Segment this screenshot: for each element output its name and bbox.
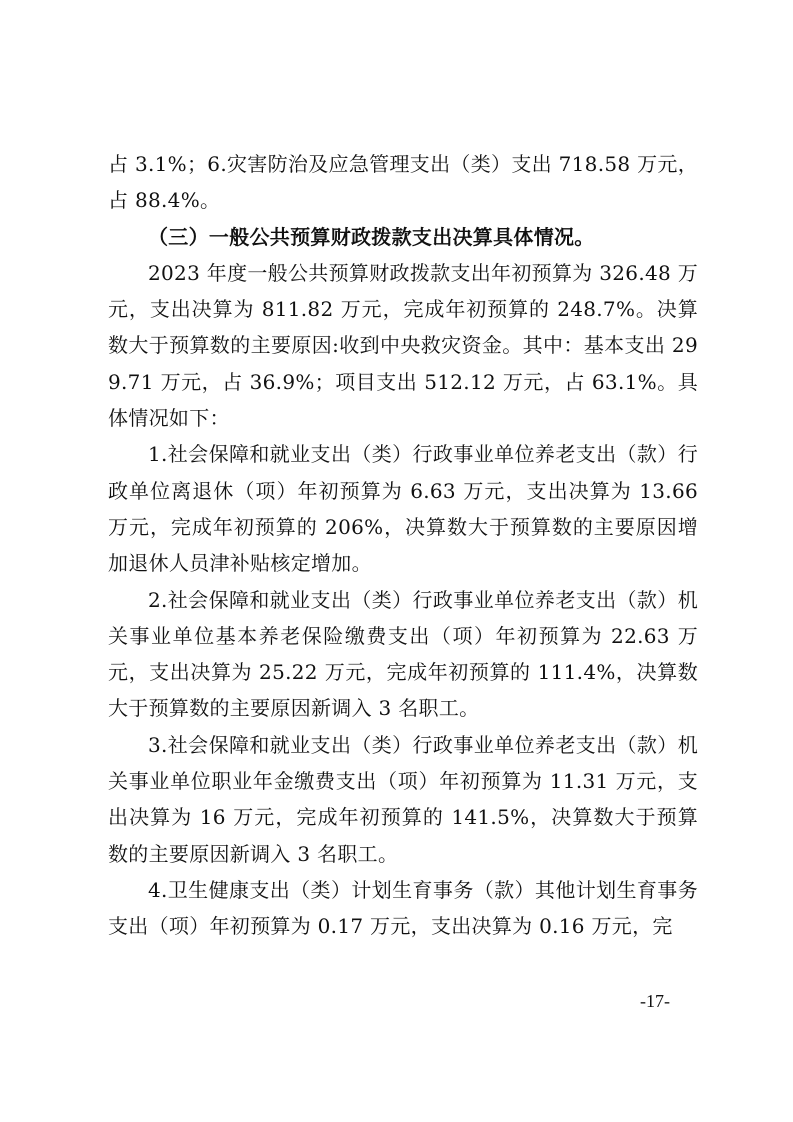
section-heading: （三）一般公共预算财政拨款支出决算具体情况。 xyxy=(148,224,595,249)
paragraph-item-4: 4.卫生健康支出（类）计划生育事务（款）其他计划生育事务支出（项）年初预算为 0.17 万元，支出决算为 0.16 万元，完 xyxy=(108,877,698,939)
page-number: -17- xyxy=(640,991,670,1011)
paragraph-item-3: 3.社会保障和就业支出（类）行政事业单位养老支出（款）机关事业单位职业年金缴费支出（项）年初预算为 11.31 万元，支出决算为 16 万元，完成年初预算的 141.5%，决算数大于预算数的主要原因新调入 3 名职工。 xyxy=(108,732,698,866)
paragraph-item-2: 2.社会保障和就业支出（类）行政事业单位养老支出（款）机关事业单位基本养老保险缴费支出（项）年初预算为 22.63 万元，支出决算为 25.22 万元，完成年初预算的 111.4%，决算数大于预算数的主要原因新调入 3 名职工。 xyxy=(108,587,698,721)
body-text xyxy=(108,146,698,945)
paragraph-summary: 2023 年度一般公共预算财政拨款支出年初预算为 326.48 万元，支出决算为 811.82 万元，完成年初预算的 248.7%。决算数大于预算数的主要原因:收到中央救灾资金。其中：基本支出 299.71 万元，占 36.9%；项目支出 512.12 万元，占 63.1%。具体情况如下： xyxy=(108,260,698,431)
paragraph-continuation: 占 3.1%；6.灾害防治及应急管理支出（类）支出 718.58 万元，占 88.4%。 xyxy=(108,152,698,213)
paragraph-item-1: 1.社会保障和就业支出（类）行政事业单位养老支出（款）行政单位离退休（项）年初预算为 6.63 万元，支出决算为 13.66 万元，完成年初预算的 206%，决算数大于预算数的主要原因增加退休人员津补贴核定增加。 xyxy=(108,442,698,576)
